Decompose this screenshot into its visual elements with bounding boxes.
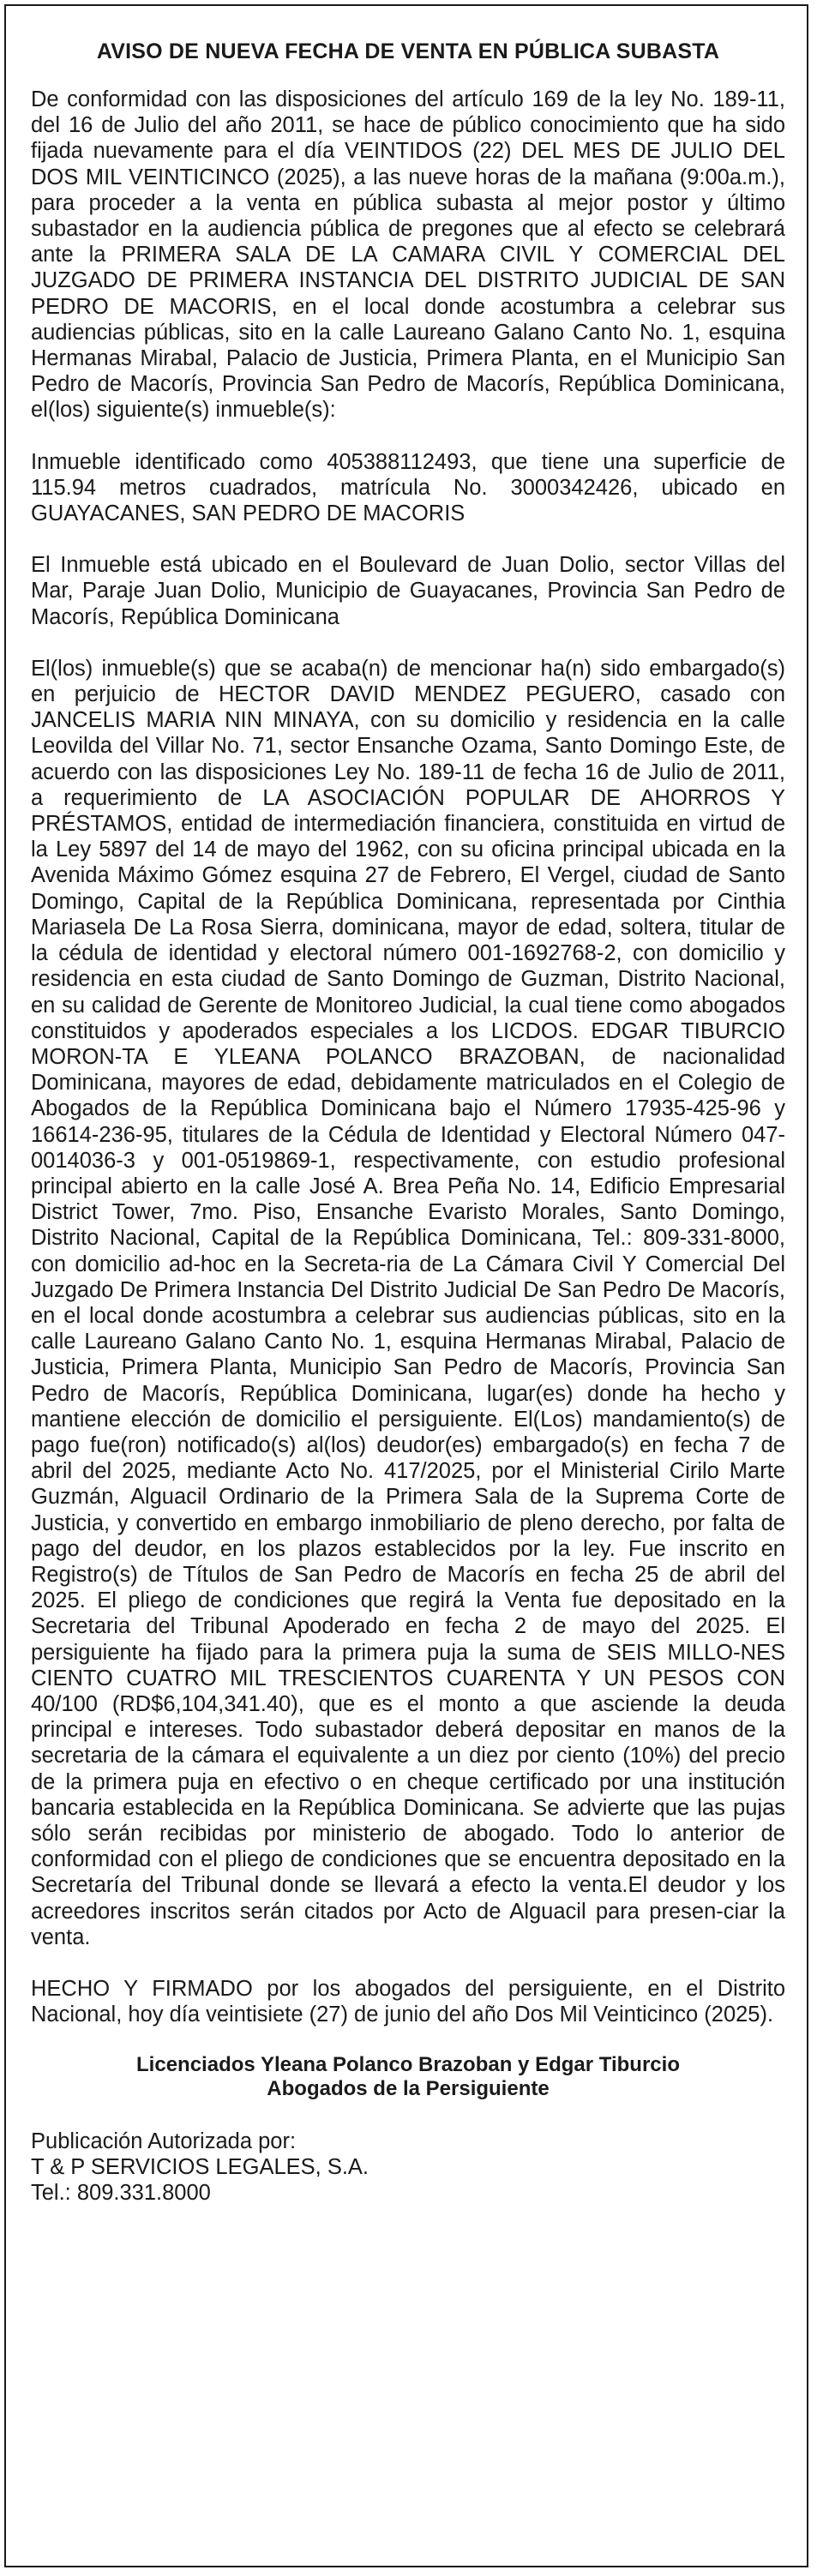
notice-paragraph-property: Inmueble identificado como 405388112493, que tiene una superficie de 115.94 metros cuadrados, matrícula No. 3000342426, ubicado en GUAYACANES, SAN PEDRO DE MACORIS xyxy=(31,449,785,526)
signature-block xyxy=(31,2053,785,2101)
notice-paragraph-signed: HECHO Y FIRMADO por los abogados del persiguiente, en el Distrito Nacional, hoy día veintisiete (27) de junio del año Dos Mil Veinticinco (2025). xyxy=(31,1977,785,2027)
legal-notice xyxy=(31,33,785,2206)
publisher-label: Publicación Autorizada por: xyxy=(31,2129,297,2154)
publisher-phone: Tel.: 809.331.8000 xyxy=(31,2181,211,2206)
publisher-name: T & P SERVICIOS LEGALES, S.A. xyxy=(31,2155,369,2180)
notice-paragraph-location: El Inmueble está ubicado en el Boulevard de Juan Dolio, sector Villas del Mar, Paraje Juan Dolio, Municipio de Guayacanes, Provincia San Pedro de Macorís, República Dominicana xyxy=(31,553,785,629)
signature-role: Abogados de la Persiguiente xyxy=(267,2077,550,2101)
notice-title: AVISO DE NUEVA FECHA DE VENTA EN PÚBLICA SUBASTA xyxy=(96,39,720,63)
notice-paragraph-details: El(los) inmueble(s) que se acaba(n) de mencionar ha(n) sido embargado(s) en perjuicio de HECTOR DAVID MENDEZ PEGUERO, casado con JANCELIS MARIA NIN MINAYA, con su domicilio y residencia en la calle Leovilda del Villar No. 71, sector Ensanche Ozama, Santo Domingo Este, de acuerdo con las disposiciones Ley No. 189-11 de fecha 16 de Julio de 2011, a requerimiento de LA ASOCIACIÓN POPULAR DE AHORROS Y PRÉSTAMOS, entidad de intermediación financiera, constituida en virtud de la Ley 5897 del 14 de mayo del 1962, con su oficina principal ubicada en la Avenida Máximo Gómez esquina 27 de Febrero, El Vergel, ciudad de Santo Domingo, Capital de la República Dominicana, representada por Cinthia Mariasela De La Rosa Sierra, dominicana, mayor de edad, soltera, titular de la cédula de identidad y electoral número 001-1692768-2, con domicilio y residencia en esta ciudad de Santo Domingo de Guzman, Distrito Nacional, en su calidad de Gerente de Monitoreo Judicial, la cual tiene como abogados constituidos y apoderados especiales a los LICDOS. EDGAR TIBURCIO MORON-TA E YLEANA POLANCO BRAZOBAN, de nacionalidad Dominicana, mayores de edad, debidamente matriculados en el Colegio de Abogados de la República Dominicana bajo el Número 17935-425-96 y 16614-236-95, titulares de la Cédula de Identidad y Electoral Número 047-0014036-3 y 001-0519869-1, respectivamente, con estudio profesional principal abierto en la calle José A. Brea Peña No. 14, Edificio Empresarial District Tower, 7mo. Piso, Ensanche Evaristo Morales, Santo Domingo, Distrito Nacional, Capital de la República Dominicana, Tel.: 809-331-8000, con domicilio ad-hoc en la Secreta-ria de La Cámara Civil Y Comercial Del Juzgado De Primera Instancia Del Distrito Judicial De San Pedro De Macorís, en el local donde acostumbra a celebrar sus audiencias públicas, sito en la calle Laureano Galano Canto No. 1, esquina Hermanas Mirabal, Palacio de Justicia, Primera Planta, Municipio San Pedro de Macorís, Provincia San Pedro de Macorís, República Dominicana, lugar(es) donde ha hecho y mantiene elección de domicilio el persiguiente. El(Los) mandamiento(s) de pago fue(ron) notificado(s) al(los) deudor(es) embargado(s) en fecha 7 de abril del 2025, mediante Acto No. 417/2025, por el Ministerial Cirilo Marte Guzmán, Alguacil Ordinario de la Primera Sala de la Suprema Corte de Justicia, y convertido en embargo inmobiliario de pleno derecho, por falta de pago del deudor, en los plazos establecidos por la ley. Fue inscrito en Registro(s) de Títulos de San Pedro de Macorís en fecha 25 de abril del 2025. El pliego de condiciones que regirá la Venta fue depositado en la Secretaria del Tribunal Apoderado en fecha 2 de mayo del 2025. El persiguiente ha fijado para la primera puja la suma de SEIS MILLO-NES CIENTO CUATRO MIL TRESCIENTOS CUARENTA Y UN PESOS CON 40/100 (RD$6,104,341.40), que es el monto a que asciende la deuda principal e intereses. Todo subastador deberá depositar en manos de la secretaria de la cámara el equivalente a un diez por ciento (10%) del precio de la primera puja en efectivo o en cheque certificado por una institución bancaria establecida en la República Dominicana. Se advierte que las pujas sólo serán recibidas por ministerio de abogado. Todo lo anterior de conformidad con el pliego de condiciones que se encuentra depositado en la Secretaría del Tribunal donde se llevará a efecto la venta.El deudor y los acreedores inscritos serán citados por Acto de Alguacil para presen-ciar la venta. xyxy=(31,656,785,1949)
notice-paragraph-intro: De conformidad con las disposiciones del artículo 169 de la ley No. 189-11, del 16 de Julio del año 2011, se hace de público conocimiento que ha sido fijada nuevamente para el día VEINTIDOS (22) DEL MES DE JULIO DEL DOS MIL VEINTICINCO (2025), a las nueve horas de la mañana (9:00a.m.), para proceder a la venta en pública subasta al mejor postor y último subastador en la audiencia pública de pregones que al efecto se celebrará ante la PRIMERA SALA DE LA CAMARA CIVIL Y COMERCIAL DEL JUZGADO DE PRIMERA INSTANCIA DEL DISTRITO JUDICIAL DE SAN PEDRO DE MACORIS, en el local donde acostumbra a celebrar sus audiencias públicas, sito en la calle Laureano Galano Canto No. 1, esquina Hermanas Mirabal, Palacio de Justicia, Primera Planta, en el Municipio San Pedro de Macorís, Provincia San Pedro de Macorís, República Dominicana, el(los) siguiente(s) inmueble(s): xyxy=(31,87,785,423)
publisher-block xyxy=(31,2129,785,2206)
signature-names: Licenciados Yleana Polanco Brazoban y Edgar Tiburcio xyxy=(136,2053,680,2077)
